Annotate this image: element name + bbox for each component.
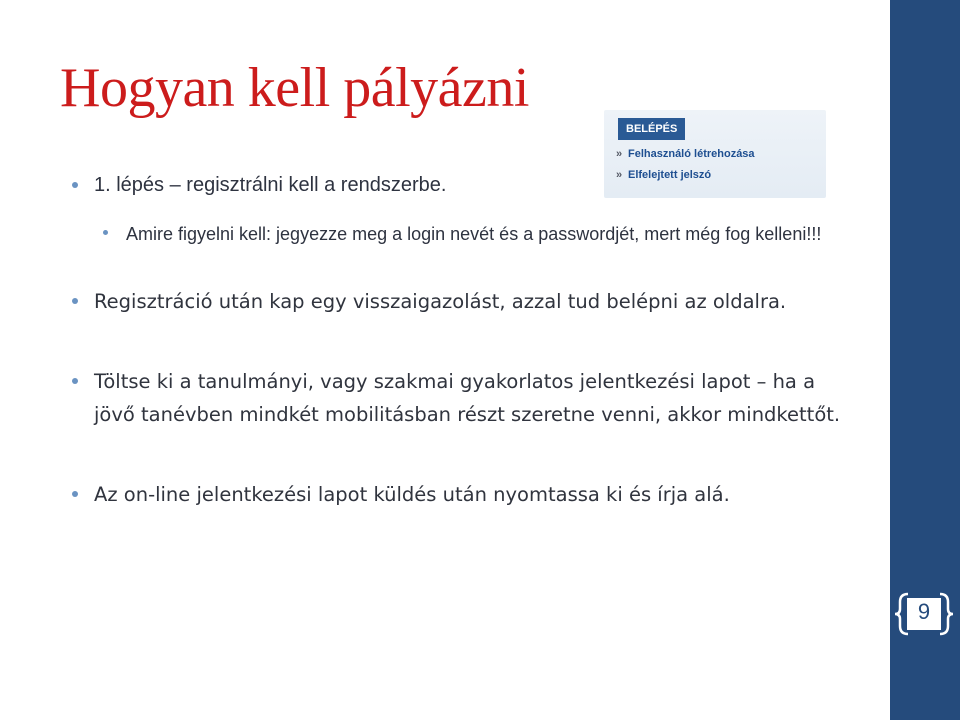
bullet-dot-icon: [72, 378, 78, 384]
forgot-password-link-label: Elfelejtett jelszó: [628, 169, 712, 181]
bullet-print-sign: [94, 478, 854, 511]
create-user-link[interactable]: [616, 148, 755, 160]
double-chevron-right-icon: »: [616, 169, 623, 181]
bullet-text: 1. lépés – regisztrálni kell a rendszerbe.: [94, 174, 447, 196]
double-chevron-right-icon: »: [616, 148, 623, 160]
slide-title: Hogyan kell pályázni: [60, 57, 529, 119]
login-header: BELÉPÉS: [618, 118, 685, 140]
bullet-dot-icon: [72, 491, 78, 497]
page-number-badge: [892, 590, 956, 638]
bullet-text: Amire figyelni kell: jegyezze meg a login nevét és a passwordjét, mert még fog kelleni!!!: [126, 224, 822, 244]
bullet-dot-icon: [72, 182, 78, 188]
forgot-password-link[interactable]: [616, 169, 711, 181]
page-number: 9: [917, 599, 931, 624]
create-user-link-label: Felhasználó létrehozása: [628, 148, 755, 160]
bullet-confirmation: [94, 285, 854, 318]
bullet-text: Az on-line jelentkezési lapot küldés után nyomtassa ki és írja alá.: [94, 483, 730, 506]
bullet-dot-icon: [103, 230, 108, 235]
bullet-fill-form: [94, 365, 854, 431]
bullet-text: Regisztráció után kap egy visszaigazolást, azzal tud belépni az oldalra.: [94, 290, 787, 313]
bullet-text: Töltse ki a tanulmányi, vagy szakmai gyakorlatos jelentkezési lapot – ha a jövő tanévben mindkét mobilitásban részt szeretne venni, akkor mindkettőt.: [94, 370, 841, 426]
bullet-dot-icon: [72, 298, 78, 304]
sub-bullet-remember-login: [126, 219, 836, 249]
login-box-screenshot: [604, 110, 826, 198]
bullet-registration-step: [94, 172, 446, 199]
